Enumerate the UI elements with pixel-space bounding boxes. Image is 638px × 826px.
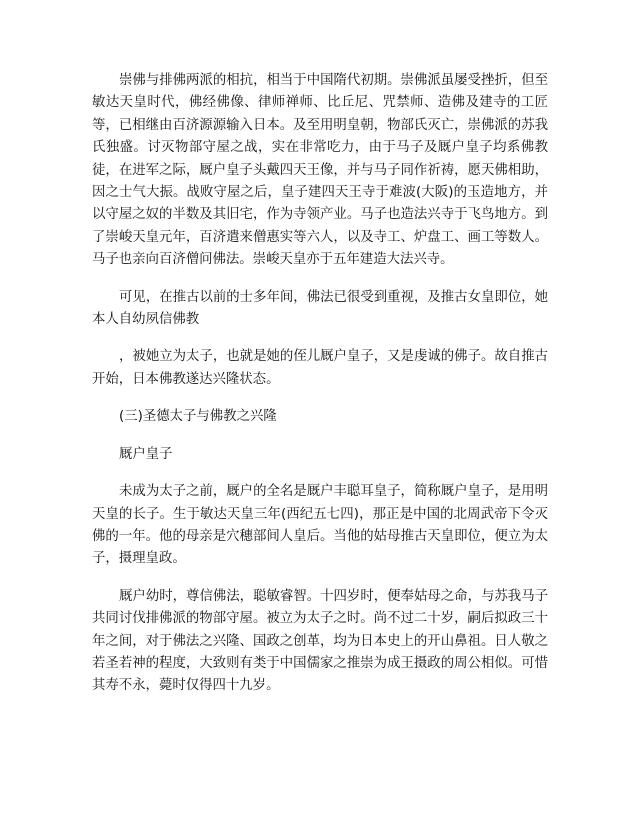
paragraph-1: 崇佛与排佛两派的相抗，相当于中国隋代初期。崇佛派虽屡受挫折，但至敏达天皇时代，佛经佛像、律师禅师、比丘尼、咒禁师、造佛及建寺的工匠等，已相继由百济源源输入日本。及至用明皇朝，物部氏灭亡，崇佛派的苏我氏独盛。讨灭物部守屋之战，实在非常吃力，由于马子及厩户皇子均系佛教徒，在进军之际，厩户皇子头戴四天王像，并与马子同作祈祷，愿天佛相助，因之士气大振。战败守屋之后，皇子建四天王寺于难波(大阪)的玉造地方，并以守屋之奴的半数及其旧宅，作为寺领产业。马子也造法兴寺于飞鸟地方。到了崇峻天皇元年，百济遣来僧惠实等六人，以及寺工、炉盘工、画工等数人。马子也亲向百济僧问佛法。崇峻天皇亦于五年建造大法兴寺。	[92, 73, 548, 268]
paragraph-4: 未成为太子之前，厩户的全名是厩户丰聪耳皇子，简称厩户皇子，是用明天皇的长子。生于敏达天皇三年(西纪五七四)，那正是中国的北周武帝下令灭佛的一年。他的母亲是穴穗部间人皇后。当他的姑母推古天皇即位，便立为太子，摄理皇政。	[92, 484, 548, 567]
subsection-heading: 厩户皇子	[119, 446, 173, 462]
paragraph-5: 厩户幼时，尊信佛法，聪敏睿智。十四岁时，便奉姑母之命，与苏我马子共同讨伐排佛派的物部守屋。被立为太子之时。尚不过二十岁，嗣后拟政三十年之间，对于佛法之兴隆、国政之创革，均为日本史上的开山鼻祖。日人敬之若圣若神的程度，大致则有类于中国儒家之推崇为成王摄政的周公相似。可惜其寿不永，薨时仅得四十九岁。	[92, 588, 548, 694]
document-body	[92, 70, 548, 698]
paragraph-3: ，被她立为太子，也就是她的侄儿厩户皇子，又是虔诚的佛子。故自推古开始，日本佛教遂达兴隆状态。	[92, 349, 548, 387]
section-heading: (三)圣德太子与佛教之兴隆	[119, 409, 277, 425]
paragraph-2: 可见，在推古以前的士多年间，佛法已很受到重视，及推古女皇即位，她本人自幼夙信佛教	[92, 289, 548, 328]
